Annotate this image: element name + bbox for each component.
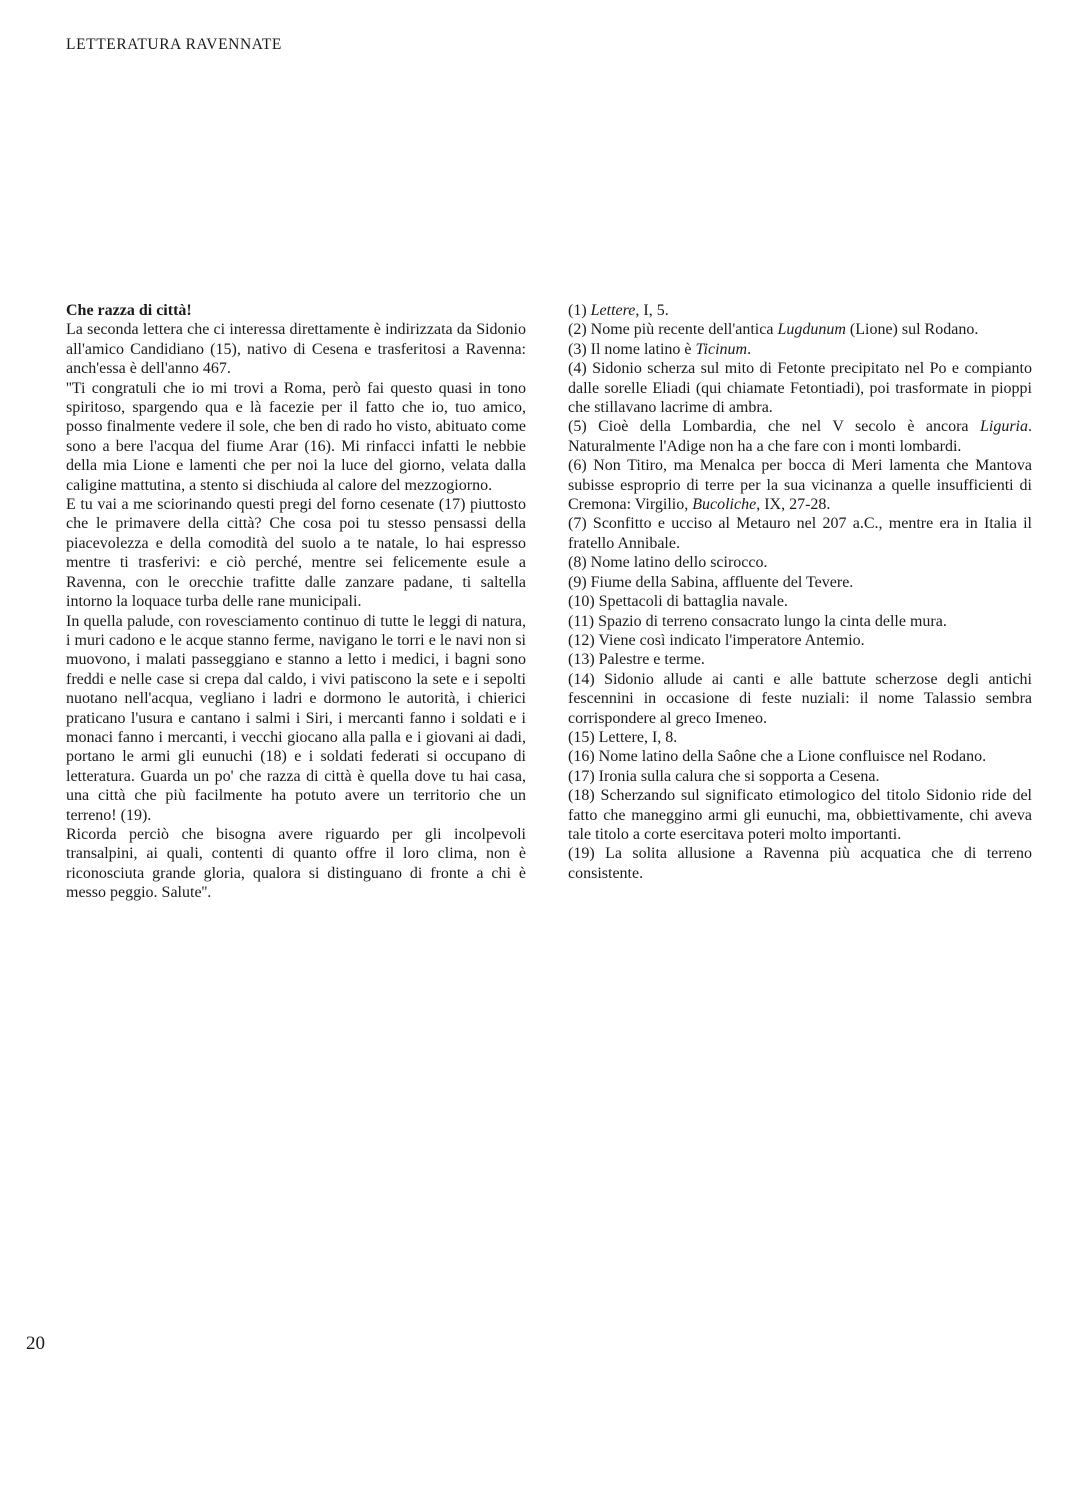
footnote-5 <box>568 417 1032 456</box>
footnote-text: (5) Cioè della Lombardia, che nel V secolo è ancora <box>568 418 980 436</box>
footnote-text: (3) Il nome latino è <box>568 340 696 358</box>
footnote-text: (Lione) sul Rodano. <box>845 321 979 339</box>
footnote-8: (8) Nome latino dello scirocco. <box>568 554 768 572</box>
page-number: 20 <box>26 1333 45 1354</box>
footnote-2 <box>568 320 1032 339</box>
footnote-13: (13) Palestre e terme. <box>568 651 705 669</box>
footnote-3 <box>568 340 1032 359</box>
body-paragraph: Ricorda perciò che bisogna avere riguardo per gli incolpevoli transalpini, ai quali, contenti di quanto offre il loro clima, non è riconosciuta grande gloria, qualora si distinguano di fronte a chi è messo peggio. Salute''. <box>66 825 526 902</box>
footnote-text: . Naturalmente l'Adige non ha a che fare con i monti lombardi. <box>568 418 1032 455</box>
footnote-italic: Bucoliche <box>692 496 757 514</box>
footnote-9: (9) Fiume della Sabina, affluente del Tevere. <box>568 573 854 591</box>
footnote-text: I, 5. <box>639 302 669 319</box>
footnote-11: (11) Spazio di terreno consacrato lungo la cinta delle mura. <box>568 612 947 630</box>
main-text-column <box>66 301 526 903</box>
footnote-10: (10) Spettacoli di battaglia navale. <box>568 593 788 611</box>
footnote-italic: Lettere, <box>590 302 640 319</box>
footnotes-column <box>568 301 1032 883</box>
footnote-7: (7) Sconfitto e ucciso al Metauro nel 207 a.C., mentre era in Italia il fratello Annibale. <box>568 515 1032 552</box>
footnote-16: (16) Nome latino della Saône che a Lione confluisce nel Rodano. <box>568 748 987 766</box>
footnote-text: . <box>747 340 752 358</box>
footnote-17: (17) Ironia sulla calura che si sopporta a Cesena. <box>568 767 880 785</box>
footnote-italic: Lugdunum <box>777 321 846 339</box>
footnote-12: (12) Viene così indicato l'imperatore Antemio. <box>568 631 865 649</box>
body-paragraph: ''Ti congratuli che io mi trovi a Roma, però fai questo quasi in tono spiritoso, spargendo qua e là facezie per il fatto che io, tuo amico, posso finalmente vedere il sole, che ben di rado ho visto, abituato come sono a bere l'acqua del fiume Arar (16). Mi rinfacci infatti le nebbie della mia Lione e lamenti che per noi la luce del giorno, velata dalla caligine mattutina, a stento si dischiuda al calore del mezzogiorno. <box>66 379 526 494</box>
running-header: LETTERATURA RAVENNATE <box>66 36 282 53</box>
body-paragraph: In quella palude, con rovesciamento continuo di tutte le leggi di natura, i muri cadono e le acque stanno ferme, navigano le torri e le navi non si muovono, i malati passeggiano e stanno a letto i medici, i bagni sono freddi e nelle case si crepa dal caldo, i vivi patiscono la sete e i sepolti nuotano nell'acqua, vegliano i ladri e dormono le autorità, i chierici praticano l'usura e cantano i salmi i Siri, i mercanti fanno i soldati e i monaci fanno i mercanti, i vecchi giocano alla palla e i giovani ai dadi, portano le armi gli eunuchi (18) e i soldati federati si occupano di letteratura. Guarda un po' che razza di città è quella dove tu hai casa, una città che più facilmente ha potuto avere un territorio che un terreno! (19). <box>66 612 526 824</box>
body-paragraph: La seconda lettera che ci interessa direttamente è indirizzata da Sidonio all'amico Candidiano (15), nativo di Cesena e trasferitosi a Ravenna: anch'essa è dell'anno 467. <box>66 321 526 378</box>
section-heading: Che razza di città! <box>66 302 192 319</box>
footnote-6 <box>568 456 1032 514</box>
footnote-18: (18) Scherzando sul significato etimologico del titolo Sidonio ride del fatto che maneggino armi gli eunuchi, ma, obbiettivamente, chi aveva tale titolo a corte esercitava poteri molto importanti. <box>568 787 1032 843</box>
footnote-19: (19) La solita allusione a Ravenna più acquatica che di terreno consistente. <box>568 845 1032 882</box>
footnote-14: (14) Sidonio allude ai canti e alle battute scherzose degli antichi fescennini in occasione di feste nuziali: il nome Talassio sembra corrispondere al greco Imeneo. <box>568 670 1032 727</box>
footnote-4: (4) Sidonio scherza sul mito di Fetonte precipitato nel Po e compianto dalle sorelle Eliadi (qui chiamate Fetontiadi), poi trasformate in pioppi che stillavano lacrime di ambra. <box>568 360 1032 417</box>
footnote-text: (2) Nome più recente dell'antica <box>568 321 778 339</box>
body-paragraph: E tu vai a me sciorinando questi pregi del forno cesenate (17) piuttosto che le primavere della città? Che cosa poi tu stesso pensassi della piacevolezza e della comodità del suolo a te natale, lo hai espresso mentre ti trasferivi: e ciò perché, mentre sei felicemente esule a Ravenna, con le orecchie trafitte dalle zanzare padane, ti saltella intorno la loquace turba delle rane municipali. <box>66 496 526 611</box>
footnote-italic: Ticinum <box>695 340 748 358</box>
footnote-number: (1) <box>568 302 587 319</box>
footnote-15: (15) Lettere, I, 8. <box>568 728 678 746</box>
footnote-1 <box>568 301 1032 320</box>
footnote-text: , IX, 27-28. <box>756 496 831 514</box>
footnote-text: (6) Non Titiro, ma Menalca per bocca di Meri lamenta che Mantova subisse esproprio di terre per la sua vicinanza a quelle insufficienti di Cremona: Virgilio, <box>568 457 1032 514</box>
footnote-italic: Liguria <box>979 418 1028 436</box>
